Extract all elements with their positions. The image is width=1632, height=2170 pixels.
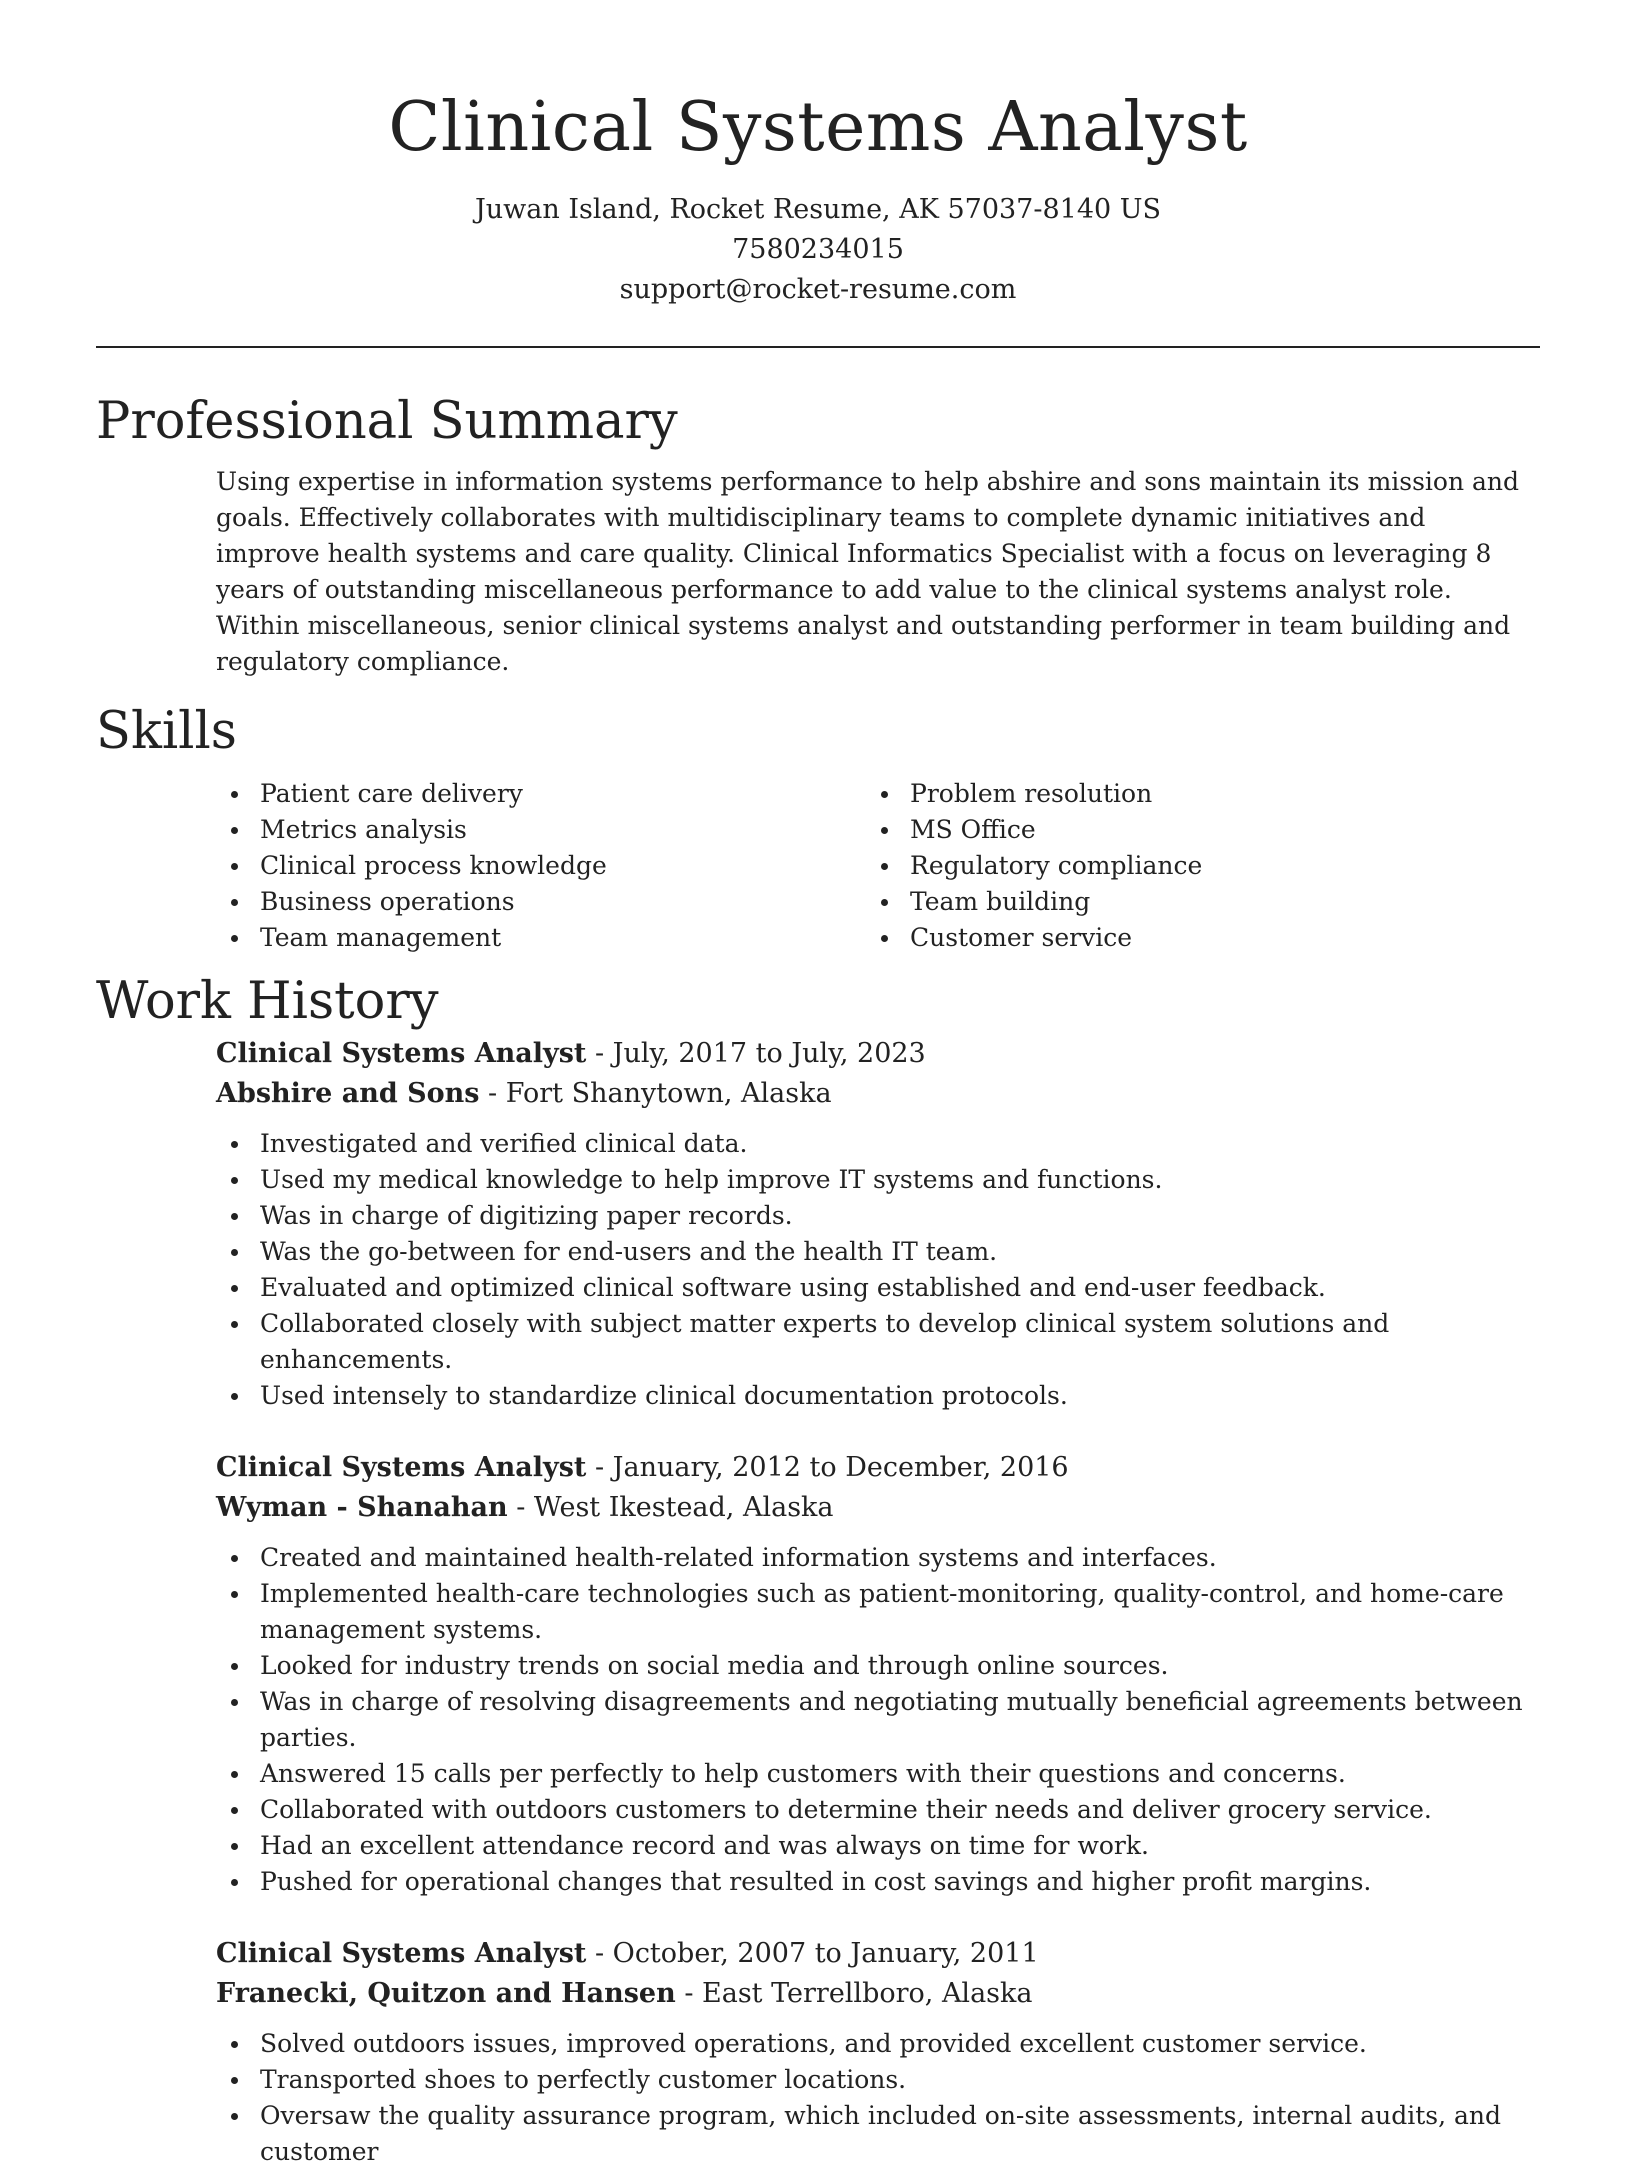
job-dates: - July, 2017 to July, 2023 [586, 1038, 926, 1069]
skill-item: Regulatory compliance [866, 848, 1516, 884]
resume-page [96, 0, 1540, 2170]
job-bullets [216, 1540, 1546, 1900]
job-location: - West Ikestead, Alaska [507, 1492, 834, 1523]
job-bullet: Collaborated with outdoors customers to determine their needs and deliver grocery service. [216, 1792, 1546, 1828]
skill-item: Team building [866, 884, 1516, 920]
job-location: - East Terrellboro, Alaska [675, 1978, 1033, 2009]
job-bullet: Collaborated closely with subject matter experts to develop clinical system solutions and enhancements. [216, 1306, 1546, 1378]
skills-column-left [216, 776, 866, 956]
job-bullet: Used my medical knowledge to help improve IT systems and functions. [216, 1162, 1546, 1198]
job-bullets [216, 1126, 1546, 1414]
job-company-line [216, 1074, 1546, 1114]
job-entry [216, 1034, 1546, 1414]
work-history-heading: Work History [96, 972, 439, 1031]
job-bullets [216, 2026, 1546, 2170]
job-title-line [216, 1034, 1546, 1074]
job-title: Clinical Systems Analyst [216, 1038, 587, 1069]
job-company: Wyman - Shanahan [216, 1492, 508, 1523]
job-bullet: Used intensely to standardize clinical documentation protocols. [216, 1378, 1546, 1414]
skills-column-right [866, 776, 1516, 956]
skill-item: Problem resolution [866, 776, 1516, 812]
job-entry [216, 1448, 1546, 1900]
address: Juwan Island, Rocket Resume, AK 57037-8140 US [474, 194, 1162, 225]
job-title-line [216, 1448, 1546, 1488]
skills-list [216, 776, 1540, 956]
job-entry [216, 1934, 1546, 2170]
job-location: - Fort Shanytown, Alaska [479, 1078, 832, 1109]
header-divider [96, 346, 1540, 348]
skill-item: Business operations [216, 884, 866, 920]
resume-header [96, 0, 1540, 310]
contact-info [96, 190, 1540, 310]
job-company-line [216, 1974, 1546, 2014]
job-bullet: Was in charge of resolving disagreements and negotiating mutually beneficial agreements between parties. [216, 1684, 1546, 1756]
job-title: Clinical Systems Analyst [216, 1452, 587, 1483]
job-bullet: Oversaw the quality assurance program, which included on-site assessments, internal audits, and customer [216, 2098, 1546, 2170]
skills-heading: Skills [96, 702, 237, 761]
skill-item: Clinical process knowledge [216, 848, 866, 884]
job-dates: - January, 2012 to December, 2016 [586, 1452, 1069, 1483]
job-bullet: Pushed for operational changes that resulted in cost savings and higher profit margins. [216, 1864, 1546, 1900]
skill-item: Patient care delivery [216, 776, 866, 812]
job-bullet: Solved outdoors issues, improved operations, and provided excellent customer service. [216, 2026, 1546, 2062]
job-bullet: Was in charge of digitizing paper records. [216, 1198, 1546, 1234]
skill-item: Metrics analysis [216, 812, 866, 848]
skill-item: Customer service [866, 920, 1516, 956]
job-bullet: Evaluated and optimized clinical software using established and end-user feedback. [216, 1270, 1546, 1306]
job-bullet: Created and maintained health-related information systems and interfaces. [216, 1540, 1546, 1576]
job-bullet: Investigated and verified clinical data. [216, 1126, 1546, 1162]
job-bullet: Was the go-between for end-users and the health IT team. [216, 1234, 1546, 1270]
job-bullet: Looked for industry trends on social media and through online sources. [216, 1648, 1546, 1684]
job-company: Franecki, Quitzon and Hansen [216, 1978, 676, 2009]
job-dates: - October, 2007 to January, 2011 [586, 1938, 1039, 1969]
summary-heading: Professional Summary [96, 392, 678, 451]
job-company: Abshire and Sons [216, 1078, 480, 1109]
job-bullet: Had an excellent attendance record and was always on time for work. [216, 1828, 1546, 1864]
job-title: Clinical Systems Analyst [216, 1938, 587, 1969]
job-bullet: Transported shoes to perfectly customer locations. [216, 2062, 1546, 2098]
skill-item: MS Office [866, 812, 1516, 848]
job-bullet: Implemented health-care technologies such as patient-monitoring, quality-control, and home-care management systems. [216, 1576, 1546, 1648]
job-bullet: Answered 15 calls per perfectly to help customers with their questions and concerns. [216, 1756, 1546, 1792]
candidate-name: Clinical Systems Analyst [388, 88, 1248, 167]
summary-text: Using expertise in information systems performance to help abshire and sons maintain its mission and goals. Effectively collaborates with multidisciplinary teams to complete dynamic initiatives and improve health systems and care quality. Clinical Informatics Specialist with a focus on leveraging 8 years of outstanding miscellaneous performance to add value to the clinical systems analyst role. Within miscellaneous, senior clinical systems analyst and outstanding performer in team building and regulatory compliance. [216, 467, 1520, 676]
job-company-line [216, 1488, 1546, 1528]
job-title-line [216, 1934, 1546, 1974]
email: support@rocket-resume.com [619, 274, 1017, 305]
phone: 7580234015 [732, 234, 904, 265]
skill-item: Team management [216, 920, 866, 956]
